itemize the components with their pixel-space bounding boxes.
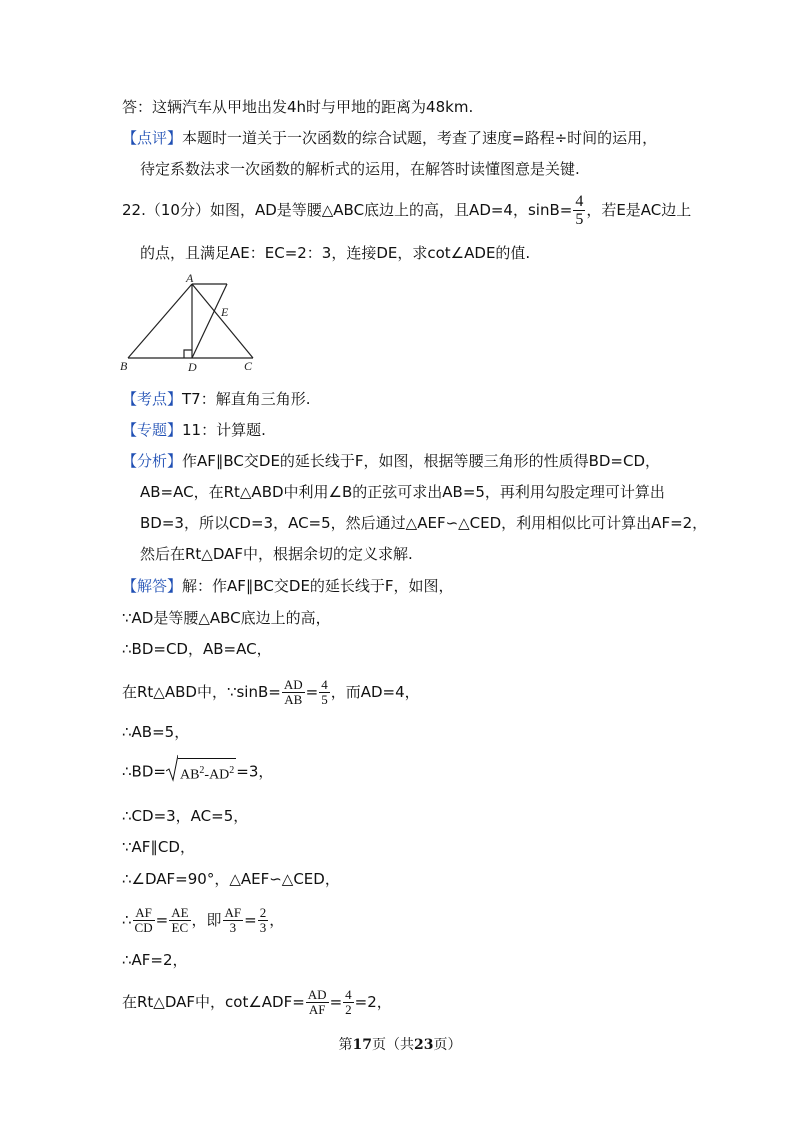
solution-step-7: ∵AF∥CD，	[122, 838, 195, 856]
frac-den: 3	[229, 920, 237, 935]
step-9-fraction-3	[223, 906, 244, 935]
frac-num: 4	[321, 677, 328, 692]
step-5-text-b: =3，	[236, 762, 274, 781]
frac-den: AF	[308, 1002, 326, 1017]
frac-num: AE	[171, 905, 189, 920]
footer-total-pages: 23	[414, 1037, 434, 1053]
question-22-line-2: 的点，且满足AE：EC=2：3，连接DE，求cot∠ADE的值.	[140, 244, 531, 262]
footer-post: 页）	[433, 1037, 462, 1053]
question-22-text-b: ，若E是AC边上	[586, 201, 692, 219]
solution-step-8: ∴∠DAF=90°，△AEF∽△CED，	[122, 870, 340, 888]
label-D: D	[188, 360, 197, 374]
step-3-text-a: 在Rt△ABD中，∵sinB=	[122, 683, 281, 701]
radicand-part: -AD	[204, 767, 230, 783]
zhuanti-text: 11：计算题.	[182, 421, 266, 439]
fenxi-line-4: 然后在Rt△DAF中，根据余切的定义求解.	[140, 545, 413, 563]
label-C: C	[244, 359, 253, 373]
frac-num: 2	[259, 905, 267, 920]
step-3-text-b: ，而AD=4，	[330, 683, 420, 701]
label-B: B	[120, 359, 128, 373]
solution-step-3	[122, 678, 420, 707]
solution-step-5	[122, 758, 273, 786]
solution-step-6: ∴CD=3，AC=5，	[122, 807, 249, 825]
question-22-text-a: 22.（10分）如图，AD是等腰△ABC底边上的高，且AD=4，sinB=	[122, 201, 573, 219]
label-E: E	[221, 305, 229, 319]
question-22-line-1	[122, 193, 691, 228]
kaodian-tag: 【考点】	[122, 390, 183, 408]
page-footer	[0, 1034, 800, 1054]
jieda-tag: 【解答】	[122, 577, 183, 595]
radicand-part: AB	[179, 767, 200, 783]
frac-num: AD	[307, 987, 327, 1002]
comment-line-2: 待定系数法求一次函数的解析式的运用，在解答时读懂图意是关键.	[140, 160, 580, 178]
fenxi-line-2: AB=AC，在Rt△ABD中利用∠B的正弦可求出AB=5，再利用勾股定理可计算出	[140, 483, 665, 501]
frac-den: 5	[321, 692, 328, 707]
step-5-text-a: ∴BD=	[122, 762, 166, 781]
exponent: 2	[229, 765, 235, 776]
step-11-text-b: =2，	[354, 993, 392, 1011]
frac-num: AF	[224, 905, 242, 920]
equals-sign: =	[155, 911, 169, 929]
equals-sign: =	[329, 993, 343, 1011]
kaodian-text: T7：解直角三角形.	[182, 390, 311, 408]
equals-sign: =	[244, 911, 257, 929]
step-11-text-a: 在Rt△DAF中，cot∠ADF=	[122, 993, 305, 1011]
step-9-fraction-4	[258, 906, 269, 935]
solution-step-11	[122, 988, 392, 1017]
footer-mid: 页（共	[372, 1037, 414, 1053]
answer-final: 答：这辆汽车从甲地出发4h时与甲地的距离为48km.	[122, 98, 474, 116]
step-9-text-mid: ，即	[191, 911, 222, 929]
equals-sign: =	[305, 683, 319, 701]
step-11-fraction-1	[306, 988, 329, 1017]
solution-step-4: ∴AB=5，	[122, 723, 190, 741]
jieda-text: 解：作AF∥BC交DE的延长线于F，如图，	[182, 577, 454, 595]
step-9-text-b: ，	[269, 911, 285, 929]
step-3-fraction-1	[282, 678, 305, 707]
step-3-fraction-2	[319, 678, 330, 707]
frac-num: 4	[345, 987, 352, 1002]
step-9-fraction-2	[169, 906, 190, 935]
fenxi-tag: 【分析】	[122, 452, 183, 470]
solution-step-1: ∵AD是等腰△ABC底边上的高，	[122, 609, 331, 627]
fenxi-text-1: 作AF∥BC交DE的延长线于F，如图，根据等腰三角形的性质得BD=CD，	[182, 452, 660, 470]
footer-pre: 第	[338, 1037, 353, 1053]
kaodian-line	[122, 389, 311, 409]
radicand	[178, 758, 236, 786]
question-22-fraction	[573, 193, 585, 228]
segment-AC	[192, 284, 253, 358]
q22-frac-numerator: 4	[575, 193, 584, 210]
solution-step-9	[122, 906, 284, 935]
segment-AB	[128, 284, 192, 358]
zhuanti-line	[122, 420, 266, 440]
step-9-fraction-1	[133, 906, 155, 935]
frac-num: AD	[283, 677, 303, 692]
exponent: 2	[199, 765, 205, 776]
q22-frac-denominator: 5	[575, 211, 584, 228]
solution-step-2: ∴BD=CD，AB=AC，	[122, 640, 272, 658]
fenxi-line-1	[122, 451, 660, 471]
triangle-figure	[118, 272, 268, 374]
step-11-fraction-2	[343, 988, 354, 1017]
frac-den: 2	[345, 1002, 352, 1017]
right-angle-mark	[184, 350, 192, 358]
radical-sign-icon	[166, 754, 178, 782]
footer-page-number: 17	[352, 1037, 372, 1053]
frac-den: 3	[259, 920, 267, 935]
jieda-line	[122, 576, 454, 596]
label-A: A	[186, 272, 194, 285]
solution-step-10: ∴AF=2，	[122, 951, 188, 969]
step-9-text-a: ∴	[122, 911, 132, 929]
zhuanti-tag: 【专题】	[122, 421, 183, 439]
frac-num: AF	[133, 906, 155, 921]
frac-den: CD	[134, 920, 153, 935]
fenxi-line-3: BD=3，所以CD=3，AC=5，然后通过△AEF∽△CED，利用相似比可计算出AF=2，	[140, 514, 708, 532]
frac-den: EC	[171, 920, 189, 935]
frac-den: AB	[284, 692, 303, 707]
square-root	[166, 758, 236, 786]
comment-text-1: 本题时一道关于一次函数的综合试题，考查了速度=路程÷时间的运用，	[182, 129, 658, 147]
comment-tag: 【点评】	[122, 129, 183, 147]
comment-line-1	[122, 128, 657, 148]
